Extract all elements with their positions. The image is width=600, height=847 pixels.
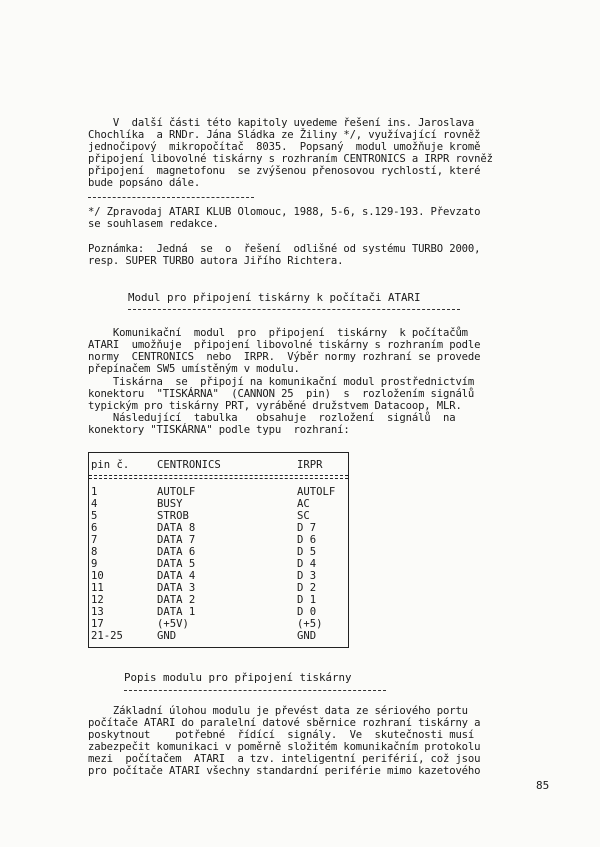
text-line: Chochlíka a RNDr. Jána Sládka ze Žiliny */, využívající rovněž [88, 129, 481, 141]
section-heading: Popis modulu pro připojení tiskárny [124, 671, 352, 684]
pin-cell: 11 [91, 582, 104, 594]
table-row [89, 630, 348, 642]
pin-cell: 21-25 [91, 630, 123, 642]
table-header [89, 459, 348, 471]
centronics-cell: DATA 5 [157, 558, 196, 570]
table-row [89, 618, 348, 630]
pin-cell: 6 [91, 522, 98, 534]
irpr-cell: AUTOLF [297, 486, 336, 498]
pin-table [88, 452, 349, 648]
irpr-cell: D 1 [297, 594, 317, 606]
irpr-cell: (+5) [297, 618, 323, 630]
text-line: přepínačem SW5 umístěným v modulu. [88, 363, 300, 375]
text-line: Základní úlohou modulu je převést data ze sériového portu [88, 705, 468, 717]
centronics-cell: DATA 6 [157, 546, 196, 558]
irpr-cell: SC [297, 510, 310, 522]
pin-cell: 4 [91, 498, 98, 510]
centronics-cell: AUTOLF [157, 486, 196, 498]
table-row [89, 594, 348, 606]
centronics-cell: DATA 4 [157, 570, 196, 582]
table-row [89, 498, 348, 510]
heading-underline [128, 309, 460, 310]
text-line: V další části této kapitoly uvedeme řešení ins. Jaroslava [88, 117, 475, 129]
irpr-cell: D 5 [297, 546, 317, 558]
text-line: bude popsáno dále. [88, 177, 201, 189]
irpr-cell: D 4 [297, 558, 317, 570]
text-line: Komunikační modul pro připojení tiskárny k počítačům [88, 327, 468, 339]
centronics-cell: DATA 8 [157, 522, 196, 534]
header-centronics: CENTRONICS [157, 459, 221, 471]
table-row [89, 582, 348, 594]
centronics-cell: STROB [157, 510, 189, 522]
text-line: počítače ATARI do paralelní datové sběrnice rozhraní tiskárny a [88, 717, 481, 729]
pin-cell: 8 [91, 546, 98, 558]
centronics-cell: GND [157, 630, 177, 642]
irpr-cell: D 3 [297, 570, 317, 582]
table-row [89, 546, 348, 558]
section-heading: Modul pro připojení tiskárny k počítači ATARI [128, 291, 421, 304]
footnote-separator [88, 197, 254, 198]
text-line: konektoru "TISKÁRNA" (CANNON 25 pin) s rozložením signálů [88, 388, 475, 400]
text-line: jednočipový mikropočítač 8035. Popsaný modul umožňuje kromě [88, 141, 481, 153]
heading-underline [124, 690, 386, 691]
header-irpr: IRPR [297, 459, 323, 471]
text-line: zabezpečit komunikaci v poměrně složitém komunikačním protokolu [88, 741, 481, 753]
pin-cell: 17 [91, 618, 104, 630]
text-line: typickým pro tiskárny PRT, vyráběné družstvem Datacoop, MLR. [88, 400, 462, 412]
table-row [89, 534, 348, 546]
page-number: 85 [536, 779, 550, 792]
table-row [89, 510, 348, 522]
text-line: se souhlasem redakce. [88, 218, 219, 230]
text-line: připojení libovolné tiskárny s rozhraním CENTRONICS a IRPR rovněž [88, 153, 493, 165]
centronics-cell: DATA 7 [157, 534, 196, 546]
irpr-cell: D 6 [297, 534, 317, 546]
header-pin: pin č. [91, 459, 130, 471]
table-row [89, 522, 348, 534]
pin-cell: 7 [91, 534, 98, 546]
table-row [89, 570, 348, 582]
pin-cell: 5 [91, 510, 98, 522]
text-line: Tiskárna se připojí na komunikační modul prostřednictvím [88, 376, 475, 388]
pin-cell: 13 [91, 606, 104, 618]
text-line: připojení magnetofonu se zvýšenou přenosovou rychlostí, které [88, 165, 481, 177]
centronics-cell: DATA 1 [157, 606, 196, 618]
text-line: ATARI umožňuje připojení libovolné tiskárny s rozhraním podle [88, 339, 481, 351]
text-line: pro počítače ATARI všechny standardní periférie mimo kazetového [88, 765, 481, 777]
irpr-cell: GND [297, 630, 317, 642]
text-line: resp. SUPER TURBO autora Jiřího Richtera. [88, 255, 344, 267]
centronics-cell: DATA 2 [157, 594, 196, 606]
text-line: poskytnout potřebné řídící signály. Ve skutečnosti musí [88, 729, 475, 741]
text-line: konektory "TISKÁRNA" podle typu rozhraní: [88, 424, 350, 436]
irpr-cell: D 7 [297, 522, 317, 534]
table-row [89, 558, 348, 570]
header-separator [89, 475, 348, 479]
table-row [89, 486, 348, 498]
text-line: normy CENTRONICS nebo IRPR. Výběr normy rozhraní se provede [88, 351, 481, 363]
pin-cell: 10 [91, 570, 104, 582]
pin-cell: 9 [91, 558, 98, 570]
text-line: */ Zpravodaj ATARI KLUB Olomouc, 1988, 5-6, s.129-193. Převzato [88, 206, 481, 218]
table-row [89, 606, 348, 618]
irpr-cell: D 0 [297, 606, 317, 618]
centronics-cell: DATA 3 [157, 582, 196, 594]
pin-cell: 12 [91, 594, 104, 606]
irpr-cell: D 2 [297, 582, 317, 594]
text-line: Následující tabulka obsahuje rozložení signálů na [88, 412, 456, 424]
pin-cell: 1 [91, 486, 98, 498]
text-line: Poznámka: Jedná se o řešení odlišné od systému TURBO 2000, [88, 243, 481, 255]
centronics-cell: (+5V) [157, 618, 189, 630]
text-line: mezi počítačem ATARI a tzv. inteligentní periférií, což jsou [88, 753, 481, 765]
irpr-cell: AC [297, 498, 310, 510]
centronics-cell: BUSY [157, 498, 183, 510]
